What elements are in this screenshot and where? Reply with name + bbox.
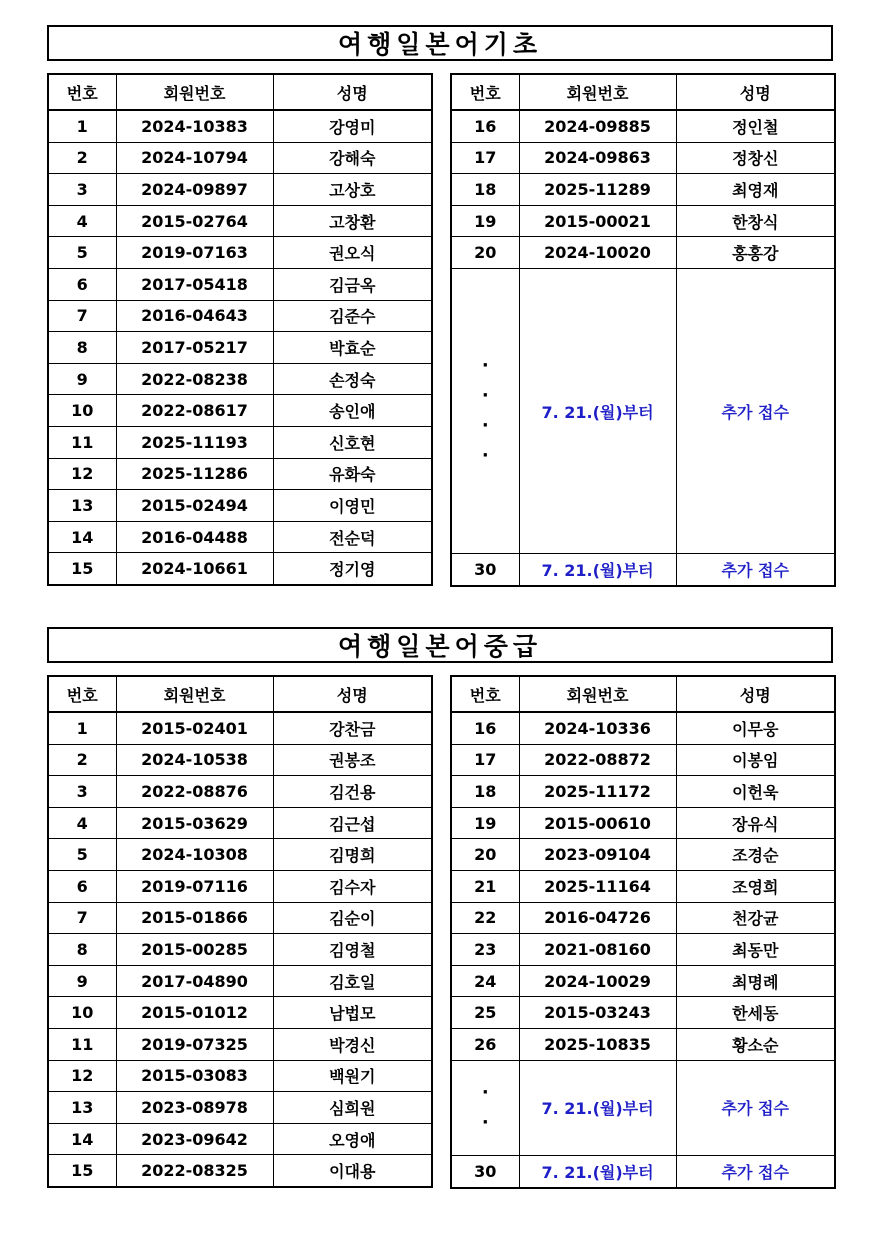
table-row — [451, 205, 835, 237]
table-row — [48, 712, 432, 744]
member-id: 2017-05418 — [116, 268, 273, 300]
table-row — [451, 174, 835, 206]
table-row — [48, 110, 432, 142]
member-name: 한세동 — [676, 997, 835, 1029]
row-number: 1 — [48, 712, 116, 744]
member-id: 2015-02764 — [116, 205, 273, 237]
member-id: 2015-03083 — [116, 1060, 273, 1092]
member-id: 2025-10835 — [519, 1028, 676, 1060]
table-row — [451, 744, 835, 776]
member-name: 한창식 — [676, 205, 835, 237]
member-name: 김영철 — [273, 934, 432, 966]
table-row — [48, 902, 432, 934]
member-id: 2025-11286 — [116, 458, 273, 490]
member-id: 2024-10308 — [116, 839, 273, 871]
member-name: 최명례 — [676, 965, 835, 997]
member-id: 2024-10661 — [116, 553, 273, 585]
member-name: 심희원 — [273, 1092, 432, 1124]
member-id-header: 회원번호 — [116, 676, 273, 712]
member-name: 김명희 — [273, 839, 432, 871]
member-name: 황소순 — [676, 1028, 835, 1060]
table-row — [451, 776, 835, 808]
member-name: 고상호 — [273, 174, 432, 206]
number-header: 번호 — [451, 676, 519, 712]
row-number: 9 — [48, 363, 116, 395]
table-row — [48, 934, 432, 966]
member-id-header: 회원번호 — [519, 74, 676, 110]
member-name: 송인애 — [273, 395, 432, 427]
table-row — [451, 965, 835, 997]
table-row — [48, 237, 432, 269]
table-row — [48, 1092, 432, 1124]
row-number: 23 — [451, 934, 519, 966]
member-name: 이무웅 — [676, 712, 835, 744]
member-id: 2023-09642 — [116, 1123, 273, 1155]
member-id: 2024-10029 — [519, 965, 676, 997]
row-number: 25 — [451, 997, 519, 1029]
member-name: 천강균 — [676, 902, 835, 934]
table-row — [48, 205, 432, 237]
member-name: 정인철 — [676, 110, 835, 142]
member-id: 2025-11289 — [519, 174, 676, 206]
member-id-header: 회원번호 — [519, 676, 676, 712]
table-row — [48, 1123, 432, 1155]
row-number: 17 — [451, 142, 519, 174]
member-id: 2017-05217 — [116, 332, 273, 364]
member-id: 2024-10383 — [116, 110, 273, 142]
row-number: 16 — [451, 110, 519, 142]
member-id: 2024-09897 — [116, 174, 273, 206]
table-row — [48, 776, 432, 808]
table-row — [48, 363, 432, 395]
table-row — [48, 870, 432, 902]
table-row — [48, 1060, 432, 1092]
row-number: 10 — [48, 997, 116, 1029]
row-number: 2 — [48, 744, 116, 776]
table-row — [48, 174, 432, 206]
member-name: 김근섭 — [273, 807, 432, 839]
member-id: 2024-10794 — [116, 142, 273, 174]
member-name: 최동만 — [676, 934, 835, 966]
left-table — [47, 675, 433, 1188]
row-number: 19 — [451, 205, 519, 237]
name-header: 성명 — [273, 74, 432, 110]
table-row — [451, 1028, 835, 1060]
table-row — [48, 1028, 432, 1060]
member-name: 이대용 — [273, 1155, 432, 1187]
row-number: 8 — [48, 332, 116, 364]
additional-registration-note: 추가 접수 — [676, 1156, 835, 1188]
row-number: 4 — [48, 807, 116, 839]
member-id: 2024-10020 — [519, 237, 676, 269]
table-row — [48, 426, 432, 458]
row-number: 12 — [48, 1060, 116, 1092]
member-name: 장유식 — [676, 807, 835, 839]
member-id: 2024-09863 — [519, 142, 676, 174]
member-name: 백원기 — [273, 1060, 432, 1092]
member-id: 2023-08978 — [116, 1092, 273, 1124]
member-id: 2017-04890 — [116, 965, 273, 997]
member-id: 2015-00021 — [519, 205, 676, 237]
member-name: 고창환 — [273, 205, 432, 237]
table-row — [48, 458, 432, 490]
member-name: 신호현 — [273, 426, 432, 458]
table-row — [451, 902, 835, 934]
row-number: 10 — [48, 395, 116, 427]
additional-registration-note: 추가 접수 — [676, 268, 835, 553]
additional-start-date: 7. 21.(월)부터 — [519, 554, 676, 586]
row-number: 15 — [48, 1155, 116, 1187]
table-row — [48, 965, 432, 997]
table-row — [451, 142, 835, 174]
member-name: 이영민 — [273, 490, 432, 522]
table-row — [451, 934, 835, 966]
row-number: 2 — [48, 142, 116, 174]
member-name: 김건용 — [273, 776, 432, 808]
row-number: 9 — [48, 965, 116, 997]
table-header-row — [451, 74, 835, 110]
table-row — [48, 807, 432, 839]
row-number: 19 — [451, 807, 519, 839]
table-row — [451, 997, 835, 1029]
row-number: 30 — [451, 554, 519, 586]
row-number: 8 — [48, 934, 116, 966]
member-name: 김수자 — [273, 870, 432, 902]
row-number: 6 — [48, 268, 116, 300]
table-row — [451, 870, 835, 902]
additional-start-date: 7. 21.(월)부터 — [519, 1060, 676, 1156]
row-number: 6 — [48, 870, 116, 902]
table-row — [48, 997, 432, 1029]
member-id: 2024-10336 — [519, 712, 676, 744]
additional-start-date: 7. 21.(월)부터 — [519, 1156, 676, 1188]
member-name: 김금옥 — [273, 268, 432, 300]
ellipsis-dots: · · · · — [451, 268, 519, 553]
row-number: 18 — [451, 776, 519, 808]
row-number: 20 — [451, 839, 519, 871]
member-id: 2019-07163 — [116, 237, 273, 269]
row-number: 22 — [451, 902, 519, 934]
name-header: 성명 — [676, 74, 835, 110]
member-id: 2016-04488 — [116, 521, 273, 553]
table-row — [48, 300, 432, 332]
row-number: 3 — [48, 776, 116, 808]
row-number: 1 — [48, 110, 116, 142]
row-number: 14 — [48, 521, 116, 553]
member-name: 이헌욱 — [676, 776, 835, 808]
member-id-header: 회원번호 — [116, 74, 273, 110]
member-name: 정창신 — [676, 142, 835, 174]
member-id: 2016-04643 — [116, 300, 273, 332]
member-name: 전순덕 — [273, 521, 432, 553]
member-id: 2024-10538 — [116, 744, 273, 776]
member-id: 2024-09885 — [519, 110, 676, 142]
row-number: 14 — [48, 1123, 116, 1155]
section-title: 여행일본어기초 — [47, 25, 833, 61]
member-name: 박경신 — [273, 1028, 432, 1060]
member-name: 강해숙 — [273, 142, 432, 174]
member-name: 권오식 — [273, 237, 432, 269]
row-number: 17 — [451, 744, 519, 776]
row-number: 18 — [451, 174, 519, 206]
pending-rows-block — [451, 1060, 835, 1156]
table-row — [48, 395, 432, 427]
member-id: 2022-08617 — [116, 395, 273, 427]
table-row — [48, 332, 432, 364]
row-number: 21 — [451, 870, 519, 902]
row-number: 13 — [48, 1092, 116, 1124]
member-name: 김순이 — [273, 902, 432, 934]
member-name: 정기영 — [273, 553, 432, 585]
member-id: 2019-07325 — [116, 1028, 273, 1060]
additional-registration-note: 추가 접수 — [676, 554, 835, 586]
table-row — [48, 521, 432, 553]
row-number: 4 — [48, 205, 116, 237]
row-number: 15 — [48, 553, 116, 585]
member-name: 권봉조 — [273, 744, 432, 776]
number-header: 번호 — [451, 74, 519, 110]
row-number: 24 — [451, 965, 519, 997]
member-id: 2015-01012 — [116, 997, 273, 1029]
table-row — [451, 839, 835, 871]
member-name: 박효순 — [273, 332, 432, 364]
table-row — [451, 712, 835, 744]
name-header: 성명 — [273, 676, 432, 712]
member-id: 2019-07116 — [116, 870, 273, 902]
member-name: 오영애 — [273, 1123, 432, 1155]
member-id: 2015-00285 — [116, 934, 273, 966]
member-name: 남법모 — [273, 997, 432, 1029]
table-row — [48, 1155, 432, 1187]
table-row — [48, 839, 432, 871]
table-row — [451, 110, 835, 142]
member-id: 2015-00610 — [519, 807, 676, 839]
table-row — [451, 237, 835, 269]
table-header-row — [48, 74, 432, 110]
member-id: 2025-11172 — [519, 776, 676, 808]
member-name: 조영희 — [676, 870, 835, 902]
member-id: 2015-02401 — [116, 712, 273, 744]
member-name: 이봉임 — [676, 744, 835, 776]
table-row — [48, 553, 432, 585]
pending-rows-block — [451, 268, 835, 553]
member-id: 2015-01866 — [116, 902, 273, 934]
table-row — [48, 490, 432, 522]
member-name: 조경순 — [676, 839, 835, 871]
additional-registration-note: 추가 접수 — [676, 1060, 835, 1156]
additional-start-date: 7. 21.(월)부터 — [519, 268, 676, 553]
member-id: 2022-08238 — [116, 363, 273, 395]
table-row — [451, 1156, 835, 1188]
table-row — [48, 268, 432, 300]
row-number: 12 — [48, 458, 116, 490]
row-number: 11 — [48, 426, 116, 458]
member-id: 2025-11164 — [519, 870, 676, 902]
member-id: 2022-08325 — [116, 1155, 273, 1187]
number-header: 번호 — [48, 74, 116, 110]
table-row — [48, 744, 432, 776]
member-id: 2022-08876 — [116, 776, 273, 808]
right-table — [450, 73, 836, 587]
row-number: 13 — [48, 490, 116, 522]
member-id: 2015-03243 — [519, 997, 676, 1029]
name-header: 성명 — [676, 676, 835, 712]
member-name: 유화숙 — [273, 458, 432, 490]
member-id: 2016-04726 — [519, 902, 676, 934]
row-number: 7 — [48, 300, 116, 332]
row-number: 5 — [48, 237, 116, 269]
row-number: 7 — [48, 902, 116, 934]
member-name: 홍홍강 — [676, 237, 835, 269]
row-number: 5 — [48, 839, 116, 871]
row-number: 30 — [451, 1156, 519, 1188]
member-name: 김호일 — [273, 965, 432, 997]
table-header-row — [48, 676, 432, 712]
right-table — [450, 675, 836, 1189]
member-id: 2015-03629 — [116, 807, 273, 839]
member-name: 손정숙 — [273, 363, 432, 395]
table-row — [451, 554, 835, 586]
row-number: 11 — [48, 1028, 116, 1060]
table-header-row — [451, 676, 835, 712]
section-title: 여행일본어중급 — [47, 627, 833, 663]
row-number: 3 — [48, 174, 116, 206]
member-name: 김준수 — [273, 300, 432, 332]
member-id: 2015-02494 — [116, 490, 273, 522]
number-header: 번호 — [48, 676, 116, 712]
table-row — [48, 142, 432, 174]
row-number: 26 — [451, 1028, 519, 1060]
member-name: 강영미 — [273, 110, 432, 142]
member-id: 2023-09104 — [519, 839, 676, 871]
row-number: 20 — [451, 237, 519, 269]
member-id: 2021-08160 — [519, 934, 676, 966]
table-row — [451, 807, 835, 839]
member-name: 강찬금 — [273, 712, 432, 744]
member-id: 2025-11193 — [116, 426, 273, 458]
member-id: 2022-08872 — [519, 744, 676, 776]
left-table — [47, 73, 433, 586]
ellipsis-dots: · · — [451, 1060, 519, 1156]
member-name: 최영재 — [676, 174, 835, 206]
row-number: 16 — [451, 712, 519, 744]
